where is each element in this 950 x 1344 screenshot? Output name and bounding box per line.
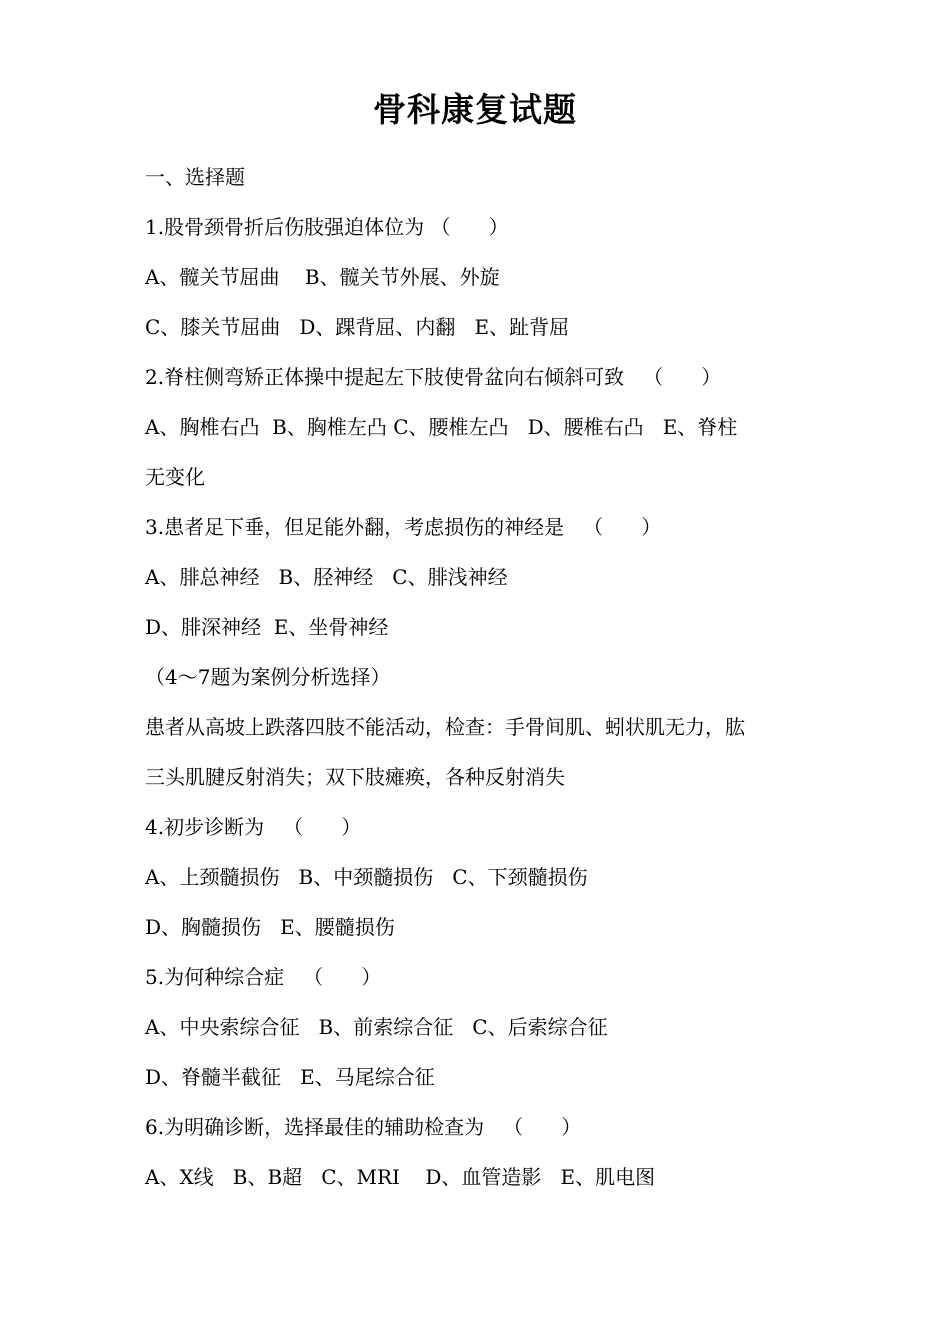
case-note: （4～7题为案例分析选择）	[145, 665, 391, 689]
question-4-options-a: A、上颈髓损伤 B、中颈髓损伤 C、下颈髓损伤	[145, 865, 588, 889]
question-1-options-b: C、膝关节屈曲 D、踝背屈、内翻 E、趾背屈	[145, 315, 570, 339]
question-6-options: A、X线 B、B超 C、MRI D、血管造影 E、肌电图	[145, 1165, 656, 1189]
question-3: 3.患者足下垂，但足能外翻，考虑损伤的神经是 （ ）	[145, 515, 662, 539]
question-1: 1.股骨颈骨折后伤肢强迫体位为 （ ）	[145, 215, 509, 239]
question-3-options-a: A、腓总神经 B、胫神经 C、腓浅神经	[145, 565, 508, 589]
question-5: 5.为何种综合症 （ ）	[145, 965, 382, 989]
question-4: 4.初步诊断为 （ ）	[145, 815, 362, 839]
question-3-options-b: D、腓深神经 E、坐骨神经	[145, 615, 389, 639]
case-description-cont: 三头肌腱反射消失；双下肢瘫痪，各种反射消失	[145, 765, 565, 789]
question-5-options-a: A、中央索综合征 B、前索综合征 C、后索综合征	[145, 1015, 608, 1039]
section-heading: 一、选择题	[145, 165, 245, 189]
question-2-options: A、胸椎右凸 B、胸椎左凸 C、腰椎左凸 D、腰椎右凸 E、脊柱	[145, 415, 738, 439]
document-title: 骨科康复试题	[373, 90, 577, 129]
document-body	[145, 152, 835, 1202]
question-2: 2.脊柱侧弯矫正体操中提起左下肢使骨盆向右倾斜可致 （ ）	[145, 365, 722, 389]
question-2-options-cont: 无变化	[145, 465, 205, 489]
question-1-options-a: A、髋关节屈曲 B、髋关节外展、外旋	[145, 265, 500, 289]
case-description: 患者从高坡上跌落四肢不能活动，检查：手骨间肌、蚓状肌无力，肱	[145, 715, 745, 739]
question-4-options-b: D、胸髓损伤 E、腰髓损伤	[145, 915, 395, 939]
question-6: 6.为明确诊断，选择最佳的辅助检查为 （ ）	[145, 1115, 582, 1139]
question-5-options-b: D、脊髓半截征 E、马尾综合征	[145, 1065, 435, 1089]
